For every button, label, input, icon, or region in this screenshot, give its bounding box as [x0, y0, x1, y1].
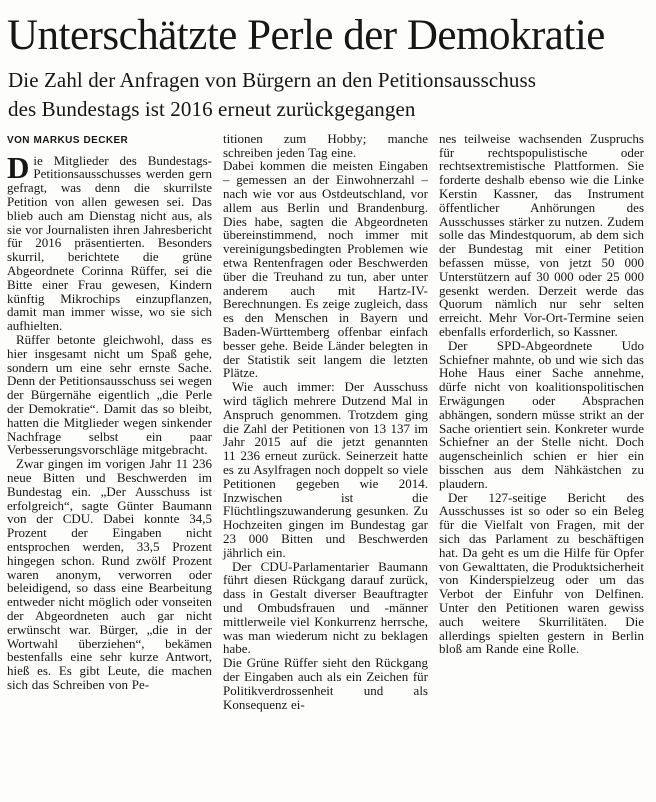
column-1 — [7, 132, 212, 711]
paragraph: Zwar gingen im vorigen Jahr 11 236 neue Bitten und Beschwerden im Bundestag ein. „Der Ausschuss ist erfolgreich“, sagte Günter Baumann von der CDU. Dabei konnte 34,5 Prozent der Eingaben nicht entsprochen werden, 33,5 Prozent hingegen schon. Rund zwölf Prozent waren anonym, verworren oder beleidigend, so dass eine Bearbeitung entweder nicht möglich oder vonseiten der Abgeordneten auch gar nicht erwünscht war. Bürger, „die in der Wortwahl überziehen“, bekämen bestenfalls eine sehr kurze Antwort, hieß es. Es gibt Leute, die machen sich das Schreiben von Pe- — [7, 456, 212, 692]
column-3 — [439, 132, 644, 711]
subhead-line2: des Bundestags ist 2016 erneut zurückgegangen — [8, 96, 416, 121]
paragraph: Rüffer betonte gleichwohl, dass es hier insgesamt nicht um Spaß gehe, sondern um eine sehr ernste Sache. Denn der Petitionsausschuss sei wegen der Bürgernähe eigentlich „die Perle der Demokratie“. Damit das so bleibt, hatten die Mitglieder wegen sinkender Nachfrage selbst ein paar Verbesserungsvorschläge mitgebracht. — [7, 332, 212, 458]
subhead-line1: Die Zahl der Anfragen von Bürgern an den Petitionsausschuss — [8, 67, 537, 92]
paragraph: titionen zum Hobby; manche schreiben jeden Tag eine. — [223, 130, 428, 160]
headline: Unterschätzte Perle der Demokratie — [7, 12, 605, 59]
paragraph: Die Mitglieder des Bundestags-Petitionsausschusses werden gern gefragt, was denn die skurrilste Petition von allen gewesen sei. Das blieb auch am Dienstag nicht aus, als sie vor Journalisten ihren Jahresbericht für 2016 präsentierten. Besonders skurril, berichtete die grüne Abgeordnete Corinna Rüffer, sei die Bitte einer Frau gewesen, Kindern künftig Mikrochips einzupflanzen, damit man immer wisse, wo sie sich aufhielten. — [7, 149, 212, 334]
paragraph: Dabei kommen die meisten Eingaben – gemessen an der Einwohnerzahl – nach wie vor aus Ostdeutschland, vor allem aus Berlin und Brandenburg. Dies habe, sagten die Abgeordneten übereinstimmend, noch immer mit vereinigungsbedingten Problemen wie etwa Rentenfragen oder Beschwerden über die Treuhand zu tun, aber unter anderem auch mit Hartz-IV-Berechnungen. Es zeige zugleich, dass es den Menschen in Bayern und Baden-Württemberg offenbar einfach besser gehe. Beide Länder belegten in der Statistik seit langem die letzten Plätze. — [223, 158, 428, 381]
paragraph: Der 127-seitige Bericht des Ausschusses ist so oder so ein Beleg für die Vielfalt von Fragen, mit der sich das Parlament zu beschäftigen hat. Da geht es um die Hilfe für Opfer von Gewalttaten, die Produktsicherheit von Kinderspielzeug oder um das Verbot der Einfuhr von Delfinen. Unter den Petitionen waren gewiss auch weitere Skurrilitäten. Die allerdings spielten gestern in Berlin bloß am Rande eine Rolle. — [439, 489, 644, 657]
paragraph: Der SPD-Abgeordnete Udo Schiefner mahnte, ob und wie sich das Hohe Haus einer Sache annehme, dürfe nicht von koalitionspolitischen Erwägungen oder Absprachen abhängen, sondern müsse strikt an der Sache orientiert sein. Konkreter wurde Schiefner an der Stelle nicht. Doch augenscheinlich schien er hier ein bisschen aus dem Nähkästchen zu plaudern. — [439, 337, 644, 491]
column-2 — [223, 132, 428, 711]
paragraph: Die Grüne Rüffer sieht den Rückgang der Eingaben auch als ein Zeichen für Politikverdrossenheit und als Konsequenz ei- — [223, 655, 428, 712]
paragraph: Wie auch immer: Der Ausschuss wird täglich mehrere Dutzend Mal in Anspruch genommen. Trotzdem ging die Zahl der Petitionen von 13 137 im Jahr 2015 auf die jetzt genannten 11 236 erneut zurück. Seinerzeit hatte es zu Asylfragen noch doppelt so viele Petitionen gegeben wie 2014. Inzwischen ist die Flüchtlingszuwanderung gesunken. Zu Hochzeiten gingen im Bundestag gar 23 000 Bitten und Beschwerden jährlich ein. — [223, 379, 428, 560]
article-body — [7, 132, 649, 711]
subhead — [8, 66, 649, 124]
paragraph: Der CDU-Parlamentarier Baumann führt diesen Rückgang darauf zurück, dass in Gestalt diverser Beauftragter und Ombudsfrauen und -männer mittlerweile viel Konkurrenz herrsche, was man wiederum nicht zu beklagen habe. — [223, 558, 428, 657]
byline: VON MARKUS DECKER — [7, 134, 129, 146]
paragraph: nes teilweise wachsenden Zuspruchs für rechtspopulistische oder rechtsextremistische Plattformen. Sie forderte deshalb ebenso wie die Linke Kerstin Kassner, das Instrument öffentlicher Anhörungen des Ausschusses stärker zu nutzen. Zudem solle das Mindestquorum, ab dem sich der Bundestag mit einer Petition befassen müsse, von jetzt 50 000 Unterstützern auf 30 000 oder 25 000 gesenkt werden. Derzeit werde das Quorum nämlich nur sehr selten erreicht. Mehr Vor-Ort-Termine seien ebenfalls erforderlich, so Kassner. — [439, 130, 644, 340]
drop-cap: D — [7, 149, 30, 185]
